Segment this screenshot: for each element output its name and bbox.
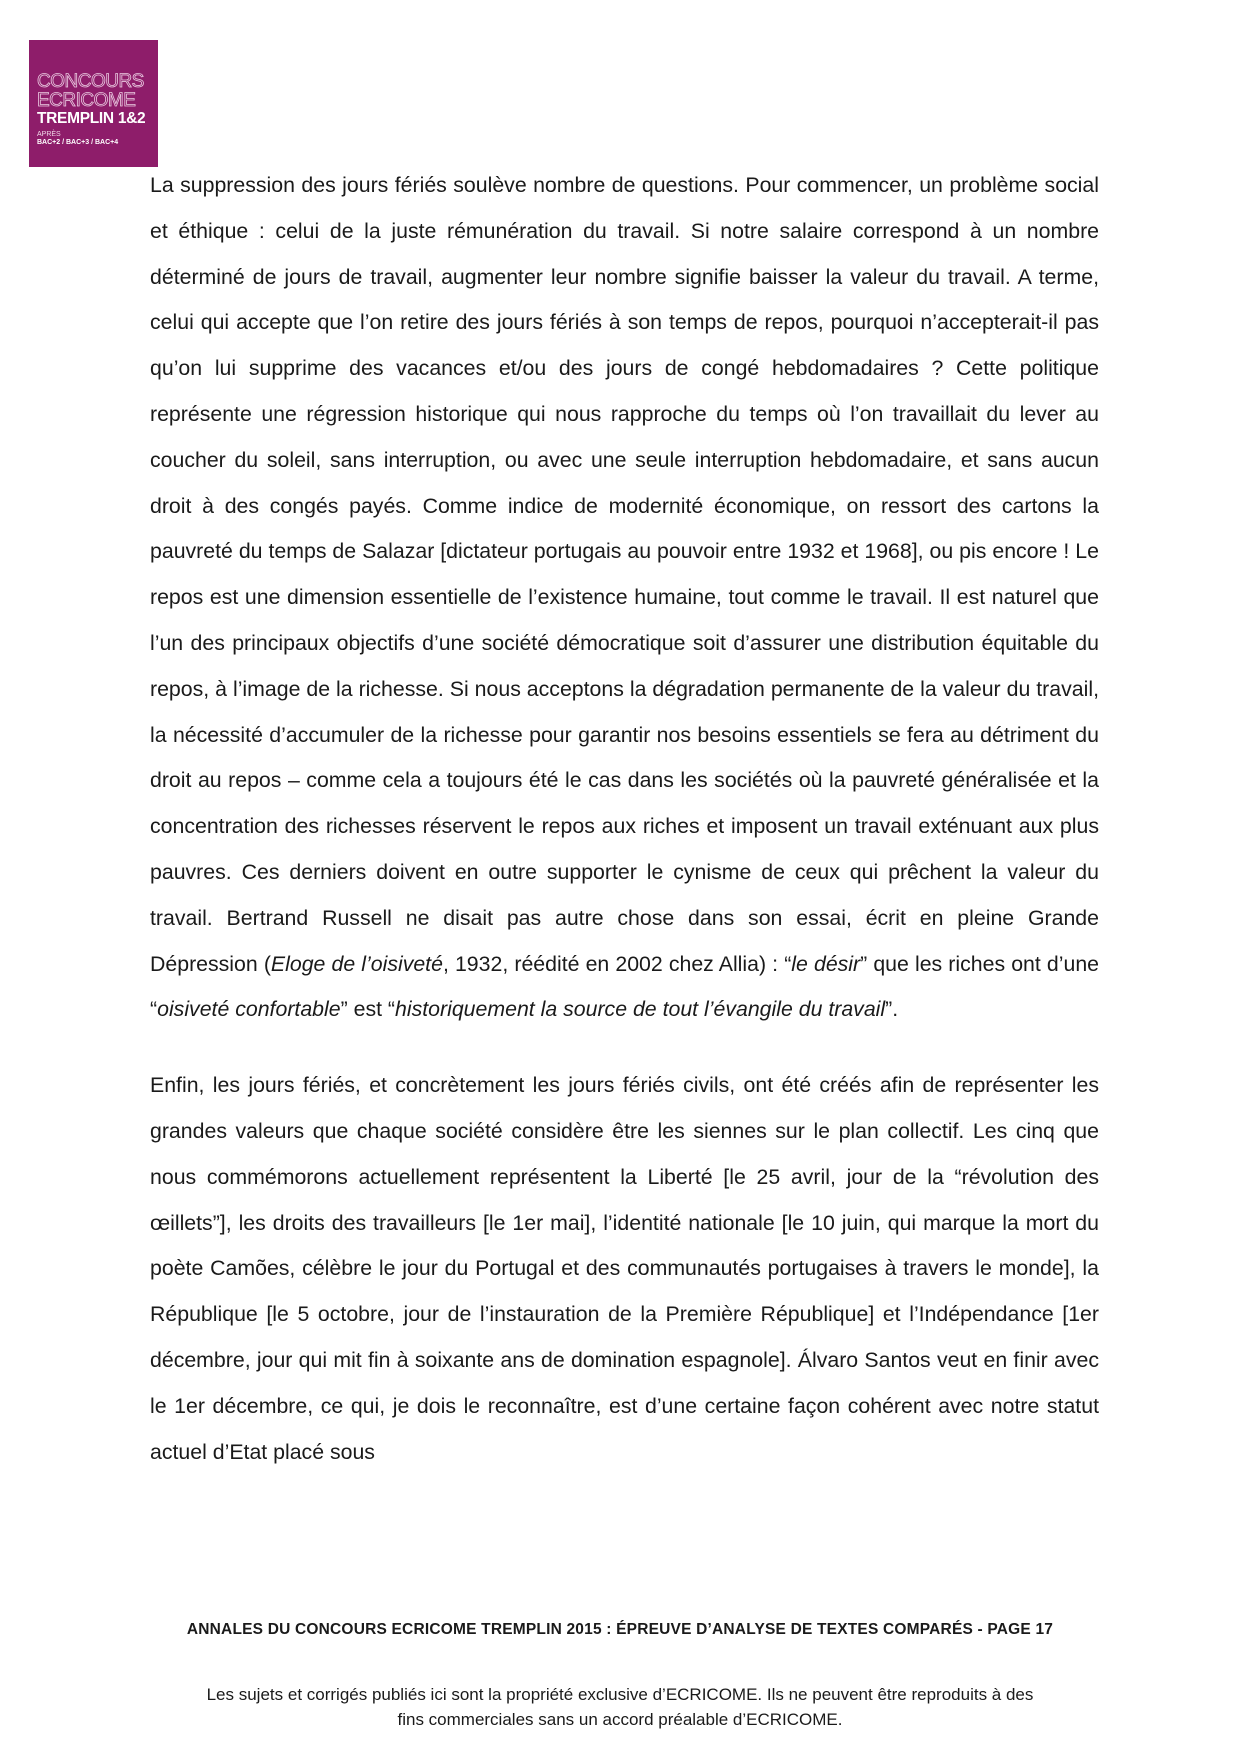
footer-note-line-2: fins commerciales sans un accord préalable d’ECRICOME. [397, 1710, 843, 1729]
footer-note-line-1: Les sujets et corrigés publiés ici sont la propriété exclusive d’ECRICOME. Ils ne peuvent être reproduits à des [206, 1685, 1034, 1704]
paragraph-1-citation: , 1932, réédité en 2002 chez Allia) : “ [442, 951, 792, 976]
quote-desir: le désir [791, 951, 861, 976]
logo-line-tremplin: TREMPLIN 1&2 [37, 110, 146, 127]
logo-line-levels: BAC+2 / BAC+3 / BAC+4 [37, 138, 119, 146]
logo-line-ecricome: ECRICOME [37, 90, 136, 111]
logo-line-apres: APRÈS [37, 130, 61, 138]
logo-line-concours: CONCOURS [37, 71, 144, 92]
ecricome-logo [29, 40, 158, 167]
paragraph-1-mid-1: ” que les riches ont d’une “ [150, 951, 1100, 1022]
paragraph-2: Enfin, les jours fériés, et concrètement les jours fériés civils, ont été créés afin de représenter les grandes valeurs que chaque société considère être les siennes sur le plan collectif. Les cinq que nous commémorons actuellement représentent la Liberté [le 25 avril, jour de la “révolution des œillets”], les droits des travailleurs [le 1er mai], l’identité nationale [le 10 juin, qui marque la mort du poète Camões, célèbre le jour du Portugal et des communautés portugaises à travers le monde], la République [le 5 octobre, jour de l’instauration de la Première République] et l’Indépendance [1er décembre, jour qui mit fin à soixante ans de domination espagnole]. Álvaro Santos veut en finir avec le 1er décembre, ce qui, je dois le reconnaître, est d’une certaine façon cohérent avec notre statut actuel d’Etat placé sous [150, 1073, 1099, 1464]
quote-oisivete: oisiveté confortable [157, 997, 341, 1022]
footer-title: ANNALES DU CONCOURS ECRICOME TREMPLIN 2015 : ÉPREUVE D’ANALYSE DE TEXTES COMPARÉS - PAGE 17 [186, 1621, 1054, 1638]
paragraph-1 [150, 163, 1099, 1033]
footer-copyright-note [0, 1682, 1240, 1732]
quote-evangile: historiquement la source de tout l’évangile du travail [395, 997, 886, 1022]
paragraph-1-mid-2: ” est “ [340, 997, 396, 1022]
book-title: Eloge de l’oisiveté [270, 951, 443, 976]
paragraph-1-text: La suppression des jours fériés soulève nombre de questions. Pour commencer, un problème social et éthique : celui de la juste rémunération du travail. Si notre salaire correspond à un nombre déterminé de jours de travail, augmenter leur nombre signifie baisser la valeur du travail. A terme, celui qui accepte que l’on retire des jours fériés à son temps de repos, pourquoi n’accepterait-il pas qu’on lui supprime des vacances et/ou des jours de congé hebdomadaires ? Cette politique représente une régression historique qui nous rapproche du temps où l’on travaillait du lever au coucher du soleil, sans interruption, ou avec une seule interruption hebdomadaire, et sans aucun droit à des congés payés. Comme indice de modernité économique, on ressort des cartons la pauvreté du temps de Salazar [dictateur portugais au pouvoir entre 1932 et 1968], ou pis encore ! Le repos est une dimension essentielle de l’existence humaine, tout comme le travail. Il est naturel que l’un des principaux objectifs d’une société démocratique soit d’assurer une distribution équitable du repos, à l’image de la richesse. Si nous acceptons la dégradation permanente de la valeur du travail, la nécessité d’accumuler de la richesse pour garantir nos besoins essentiels se fera au détriment du droit au repos – comme cela a toujours été le cas dans les sociétés où la pauvreté généralisée et la concentration des richesses réservent le repos aux riches et imposent un travail exténuant aux plus pauvres. Ces derniers doivent en outre supporter le cynisme de ceux qui prêchent la valeur du travail. Bertrand Russell ne disait pas autre chose dans son essai, écrit en pleine Grande Dépression ( [150, 173, 1099, 976]
document-body [150, 163, 1099, 1475]
paragraph-1-end: ”. [885, 997, 899, 1022]
